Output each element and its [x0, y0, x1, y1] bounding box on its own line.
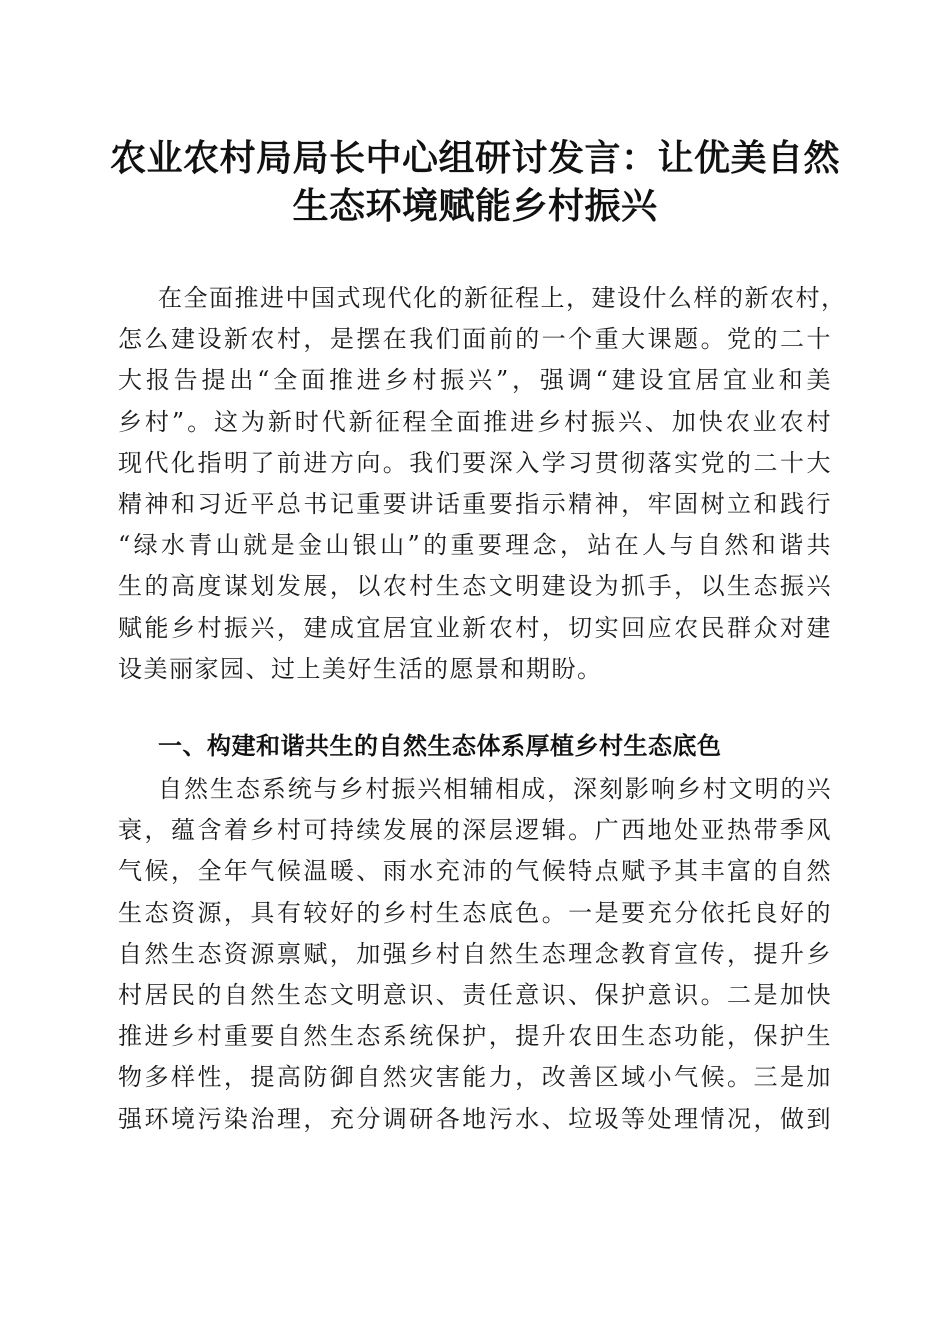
- paragraph-1-line: 乡村”。这为新时代新征程全面推进乡村振兴、加快农业农村: [118, 407, 832, 436]
- paragraph-1-line: 设美丽家园、过上美好生活的愿景和期盼。: [118, 654, 603, 683]
- paragraph-1-line: 在全面推进中国式现代化的新征程上，建设什么样的新农村，: [158, 284, 847, 312]
- paragraph-1-line: 生的高度谋划发展，以农村生态文明建设为抓手，以生态振兴: [118, 572, 832, 601]
- title-line-1: 农业农村局局长中心组研讨发言：让优美自然: [109, 137, 840, 179]
- paragraph-2-line: 物多样性，提高防御自然灾害能力，改善区域小气候。三是加: [118, 1063, 832, 1092]
- paragraph-2-line: 衰，蕴含着乡村可持续发展的深层逻辑。广西地处亚热带季风: [118, 816, 832, 845]
- paragraph-2-line: 推进乡村重要自然生态系统保护，提升农田生态功能，保护生: [118, 1022, 832, 1051]
- paragraph-2-line: 气候，全年气候温暖、雨水充沛的气候特点赋予其丰富的自然: [118, 857, 832, 886]
- paragraph-1-line: 精神和习近平总书记重要讲话重要指示精神，牢固树立和践行: [118, 489, 832, 518]
- paragraph-1-line: “绿水青山就是金山银山”的重要理念，站在人与自然和谐共: [118, 531, 832, 560]
- document-title: [100, 134, 850, 230]
- paragraph-1-line: 大报告提出“全面推进乡村振兴”，强调“建设宜居宜业和美: [118, 366, 832, 395]
- paragraph-1-line: 赋能乡村振兴，建成宜居宜业新农村，切实回应农民群众对建: [118, 613, 832, 642]
- paragraph-1: [118, 278, 847, 690]
- paragraph-2-line: 自然生态资源禀赋，加强乡村自然生态理念教育宣传，提升乡: [118, 939, 832, 968]
- paragraph-2-line: 生态资源，具有较好的乡村生态底色。一是要充分依托良好的: [118, 898, 832, 927]
- paragraph-2-line: 自然生态系统与乡村振兴相辅相成，深刻影响乡村文明的兴: [158, 775, 832, 803]
- paragraph-1-line: 怎么建设新农村，是摆在我们面前的一个重大课题。党的二十: [118, 325, 832, 354]
- paragraph-2-line: 村居民的自然生态文明意识、责任意识、保护意识。二是加快: [118, 980, 832, 1009]
- section-1-heading: 一、构建和谐共生的自然生态体系厚植乡村生态底色: [158, 732, 722, 760]
- paragraph-2: [118, 769, 832, 1140]
- title-line-2: 生态环境赋能乡村振兴: [292, 185, 658, 227]
- paragraph-2-line: 强环境污染治理，充分调研各地污水、垃圾等处理情况，做到: [118, 1104, 832, 1133]
- paragraph-1-line: 现代化指明了前进方向。我们要深入学习贯彻落实党的二十大: [118, 448, 832, 477]
